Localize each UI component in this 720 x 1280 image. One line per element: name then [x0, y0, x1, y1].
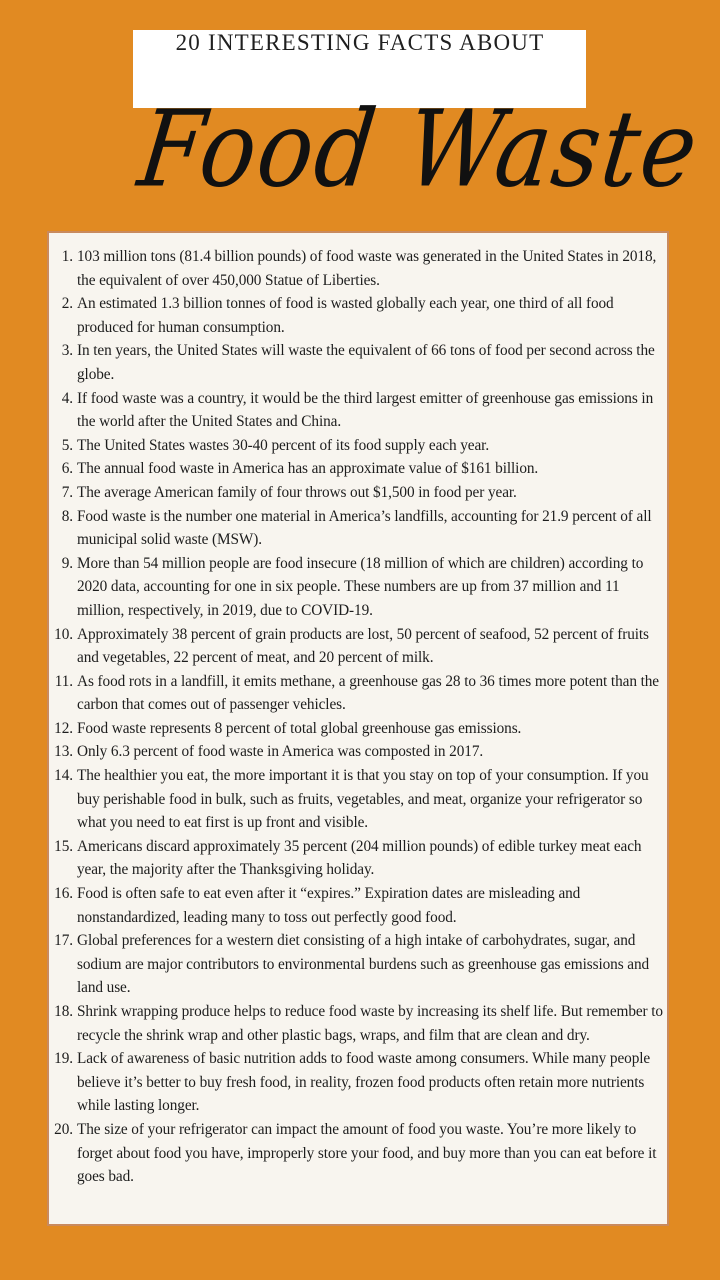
fact-item: [49, 552, 667, 623]
fact-text: In ten years, the United States will waste the equivalent of 66 tons of food per second across the globe.: [77, 342, 655, 383]
fact-number: 6.: [61, 460, 73, 478]
fact-item: [49, 929, 667, 1000]
fact-number: 12.: [54, 719, 73, 737]
fact-item: [49, 457, 667, 481]
fact-item: [49, 764, 667, 835]
fact-number: 16.: [54, 885, 73, 903]
fact-number: 1.: [61, 248, 73, 265]
fact-item: [49, 835, 667, 882]
fact-number: 8.: [61, 507, 73, 525]
fact-item: [49, 339, 667, 386]
fact-text: The healthier you eat, the more important it is that you stay on top of your consumption. If you buy perishable food in bulk, such as fruits, vegetables, and meat, organize your refrigerator so what you need to eat first is up front and visible.: [77, 767, 649, 832]
fact-item: [49, 387, 667, 434]
fact-text: Food is often safe to eat even after it “expires.” Expiration dates are misleading and nonstandardized, leading many to toss out perfectly good food.: [77, 885, 581, 926]
facts-panel: [47, 231, 669, 1226]
fact-number: 15.: [54, 837, 73, 855]
fact-number: 19.: [54, 1050, 73, 1068]
fact-number: 11.: [54, 672, 73, 690]
fact-item: [49, 740, 667, 764]
fact-number: 17.: [54, 932, 73, 950]
fact-text: Food waste is the number one material in America’s landfills, accounting for 21.9 percent of all municipal solid waste (MSW).: [77, 507, 652, 549]
fact-text: The annual food waste in America has an approximate value of $161 billion.: [77, 460, 539, 478]
fact-item: [49, 1047, 667, 1118]
fact-text: Americans discard approximately 35 percent (204 million pounds) of edible turkey meat each year, the majority after the Thanksgiving holiday.: [77, 837, 642, 879]
fact-text: The United States wastes 30-40 percent of its food supply each year.: [77, 436, 490, 454]
fact-text: Lack of awareness of basic nutrition adds to food waste among consumers. While many people believe it’s better to buy fresh food, in reality, frozen food products often retain more nutrients while lasting longer.: [77, 1050, 651, 1115]
fact-item: [49, 1118, 667, 1189]
title-subtitle: 20 INTERESTING FACTS ABOUT: [175, 30, 545, 55]
fact-text: Food waste represents 8 percent of total global greenhouse gas emissions.: [77, 719, 522, 737]
script-title-text: Food Waste: [132, 87, 706, 211]
fact-item: [49, 717, 667, 741]
fact-item: [49, 1000, 667, 1047]
fact-text: As food rots in a landfill, it emits methane, a greenhouse gas 28 to 36 times more potent than the carbon that comes out of passenger vehicles.: [77, 672, 659, 714]
fact-number: 9.: [61, 554, 73, 572]
fact-number: 5.: [61, 436, 73, 454]
fact-item: [49, 505, 667, 552]
fact-number: 20.: [54, 1120, 73, 1138]
fact-item: [49, 623, 667, 670]
fact-number: 4.: [61, 389, 73, 407]
script-title-food-waste: [132, 82, 706, 222]
fact-text: Global preferences for a western diet consisting of a high intake of carbohydrates, sugar, and sodium are major contributors to environmental burdens such as greenhouse gas emissions and land use.: [77, 932, 650, 997]
fact-item: [49, 434, 667, 458]
fact-item: [49, 481, 667, 505]
fact-text: 103 million tons (81.4 billion pounds) of food waste was generated in the United States in 2018, the equivalent of over 450,000 Statue of Liberties.: [77, 248, 657, 289]
fact-item: [49, 670, 667, 717]
fact-item: [49, 882, 667, 929]
fact-text: More than 54 million people are food insecure (18 million of which are children) according to 2020 data, accounting for one in six people. These numbers are up from 37 million and 11 million, respectively, in 2019, due to COVID-19.: [77, 554, 644, 619]
fact-text: If food waste was a country, it would be the third largest emitter of greenhouse gas emissions in the world after the United States and China.: [77, 389, 654, 431]
fact-number: 7.: [61, 483, 73, 501]
fact-item: [49, 245, 667, 292]
fact-text: Only 6.3 percent of food waste in America was composted in 2017.: [77, 743, 484, 761]
fact-text: The size of your refrigerator can impact the amount of food you waste. You’re more likely to forget about food you have, improperly store your food, and buy more than you can eat before it goes bad.: [77, 1120, 657, 1186]
fact-number: 2.: [61, 295, 73, 313]
fact-text: The average American family of four throws out $1,500 in food per year.: [77, 483, 517, 501]
fact-number: 3.: [61, 342, 73, 360]
fact-text: An estimated 1.3 billion tonnes of food is wasted globally each year, one third of all food produced for human consumption.: [77, 295, 614, 336]
facts-list: [49, 233, 667, 1189]
fact-number: 18.: [54, 1003, 73, 1020]
fact-text: Shrink wrapping produce helps to reduce food waste by increasing its shelf life. But remember to recycle the shrink wrap and other plastic bags, wraps, and film that are clean and dry.: [77, 1003, 663, 1044]
fact-number: 13.: [54, 743, 73, 761]
fact-number: 10.: [54, 625, 73, 643]
fact-item: [49, 292, 667, 339]
fact-number: 14.: [54, 767, 73, 785]
fact-text: Approximately 38 percent of grain products are lost, 50 percent of seafood, 52 percent of fruits and vegetables, 22 percent of meat, and 20 percent of milk.: [77, 625, 649, 667]
